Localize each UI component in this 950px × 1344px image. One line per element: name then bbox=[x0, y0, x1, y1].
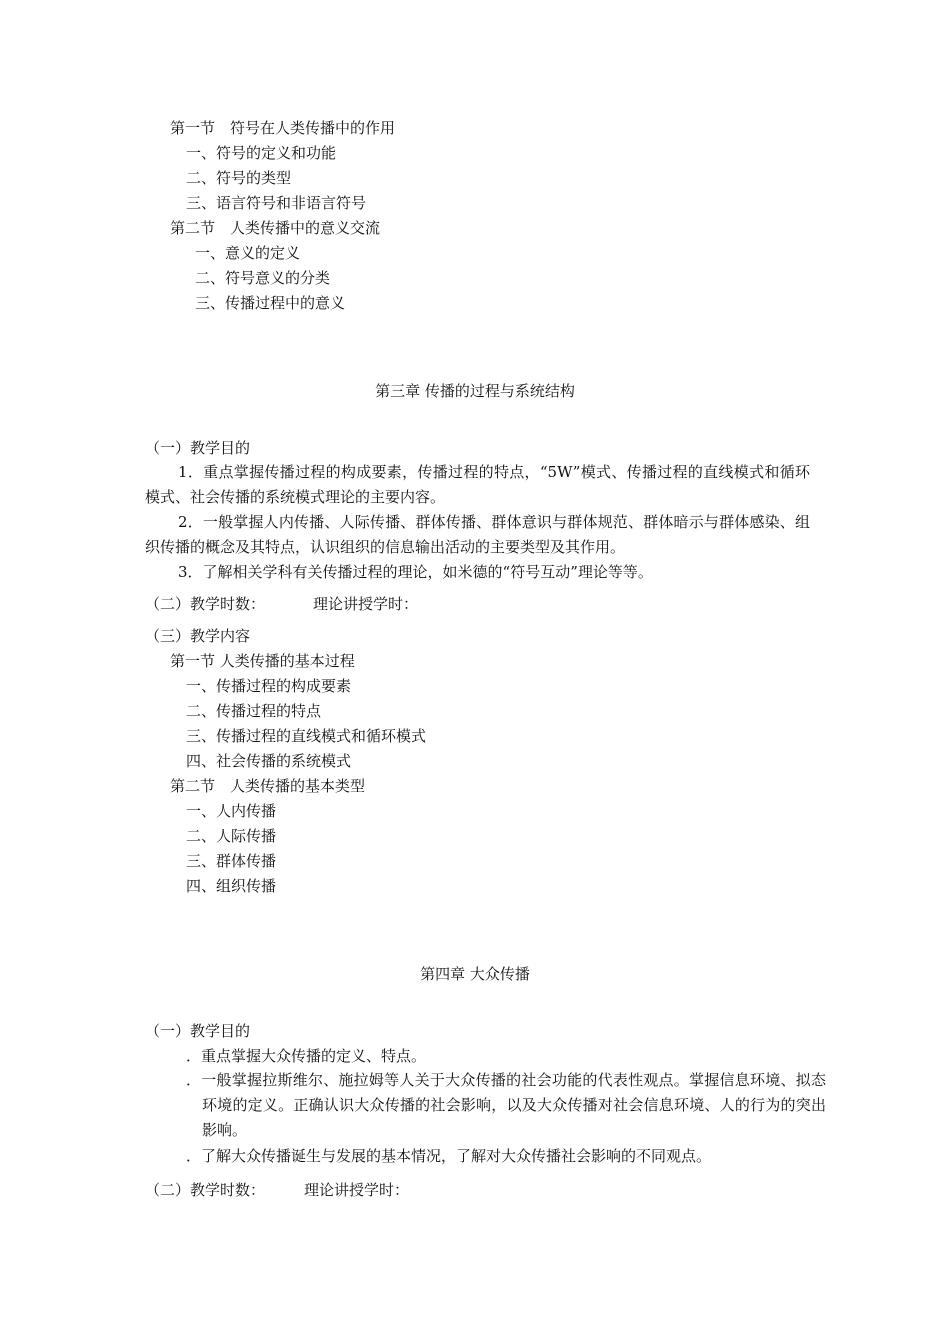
outline-item: 一、人内传播 bbox=[186, 802, 277, 820]
goal-paragraph: 2．一般掌握人内传播、人际传播、群体传播、群体意识与群体规范、群体暗示与群体感染、组织传播的概念及其特点，认识组织的信息输出活动的主要类型及其作用。 bbox=[145, 513, 810, 556]
section-title: 第二节 人类传播的基本类型 bbox=[170, 777, 366, 795]
section-title: 第一节 符号在人类传播中的作用 bbox=[170, 119, 396, 137]
hours-label: （二）教学时数： bbox=[145, 595, 266, 613]
outline-item: 三、群体传播 bbox=[186, 852, 277, 870]
outline-item: 三、传播过程中的意义 bbox=[195, 294, 346, 312]
goal-item: ．重点掌握大众传播的定义、特点。 bbox=[186, 1047, 427, 1065]
outline-item: 二、符号的类型 bbox=[186, 169, 292, 187]
content-heading: （三）教学内容 bbox=[145, 627, 251, 645]
outline-item: 一、意义的定义 bbox=[195, 244, 301, 262]
goal-paragraph: 3．了解相关学科有关传播过程的理论，如米德的“符号互动”理论等等。 bbox=[178, 563, 653, 581]
section-title: 第二节 人类传播中的意义交流 bbox=[170, 219, 381, 237]
outline-item: 二、符号意义的分类 bbox=[195, 269, 331, 287]
goal-paragraph: 1．重点掌握传播过程的构成要素，传播过程的特点，“5W”模式、传播过程的直线模式和循环模式、社会传播的系统模式理论的主要内容。 bbox=[145, 463, 810, 506]
goals-heading: （一）教学目的 bbox=[145, 1022, 251, 1040]
goal-item: ．一般掌握拉斯维尔、施拉姆等人关于大众传播的社会功能的代表性观点。掌握信息环境、拟态环境的定义。正确认识大众传播的社会影响，以及大众传播对社会信息环境、人的行为的突出影响。 bbox=[186, 1071, 826, 1139]
hours-label: （二）教学时数： bbox=[145, 1181, 266, 1199]
goals-heading: （一）教学目的 bbox=[145, 439, 251, 457]
outline-item: 三、传播过程的直线模式和循环模式 bbox=[186, 727, 427, 745]
outline-item: 二、传播过程的特点 bbox=[186, 702, 322, 720]
outline-item: 三、语言符号和非语言符号 bbox=[186, 194, 367, 212]
outline-item: 二、人际传播 bbox=[186, 827, 277, 845]
hours-value: 理论讲授学时： bbox=[304, 1181, 410, 1199]
outline-item: 四、社会传播的系统模式 bbox=[186, 752, 352, 770]
goal-item: ．了解大众传播诞生与发展的基本情况，了解对大众传播社会影响的不同观点。 bbox=[186, 1147, 712, 1165]
outline-item: 一、传播过程的构成要素 bbox=[186, 677, 352, 695]
outline-item: 四、组织传播 bbox=[186, 877, 277, 895]
section-title: 第一节 人类传播的基本过程 bbox=[170, 652, 355, 670]
chapter-title: 第三章 传播的过程与系统结构 bbox=[375, 382, 575, 400]
chapter-title: 第四章 大众传播 bbox=[420, 965, 530, 983]
hours-value: 理论讲授学时： bbox=[313, 595, 419, 613]
outline-item: 一、符号的定义和功能 bbox=[186, 144, 337, 162]
